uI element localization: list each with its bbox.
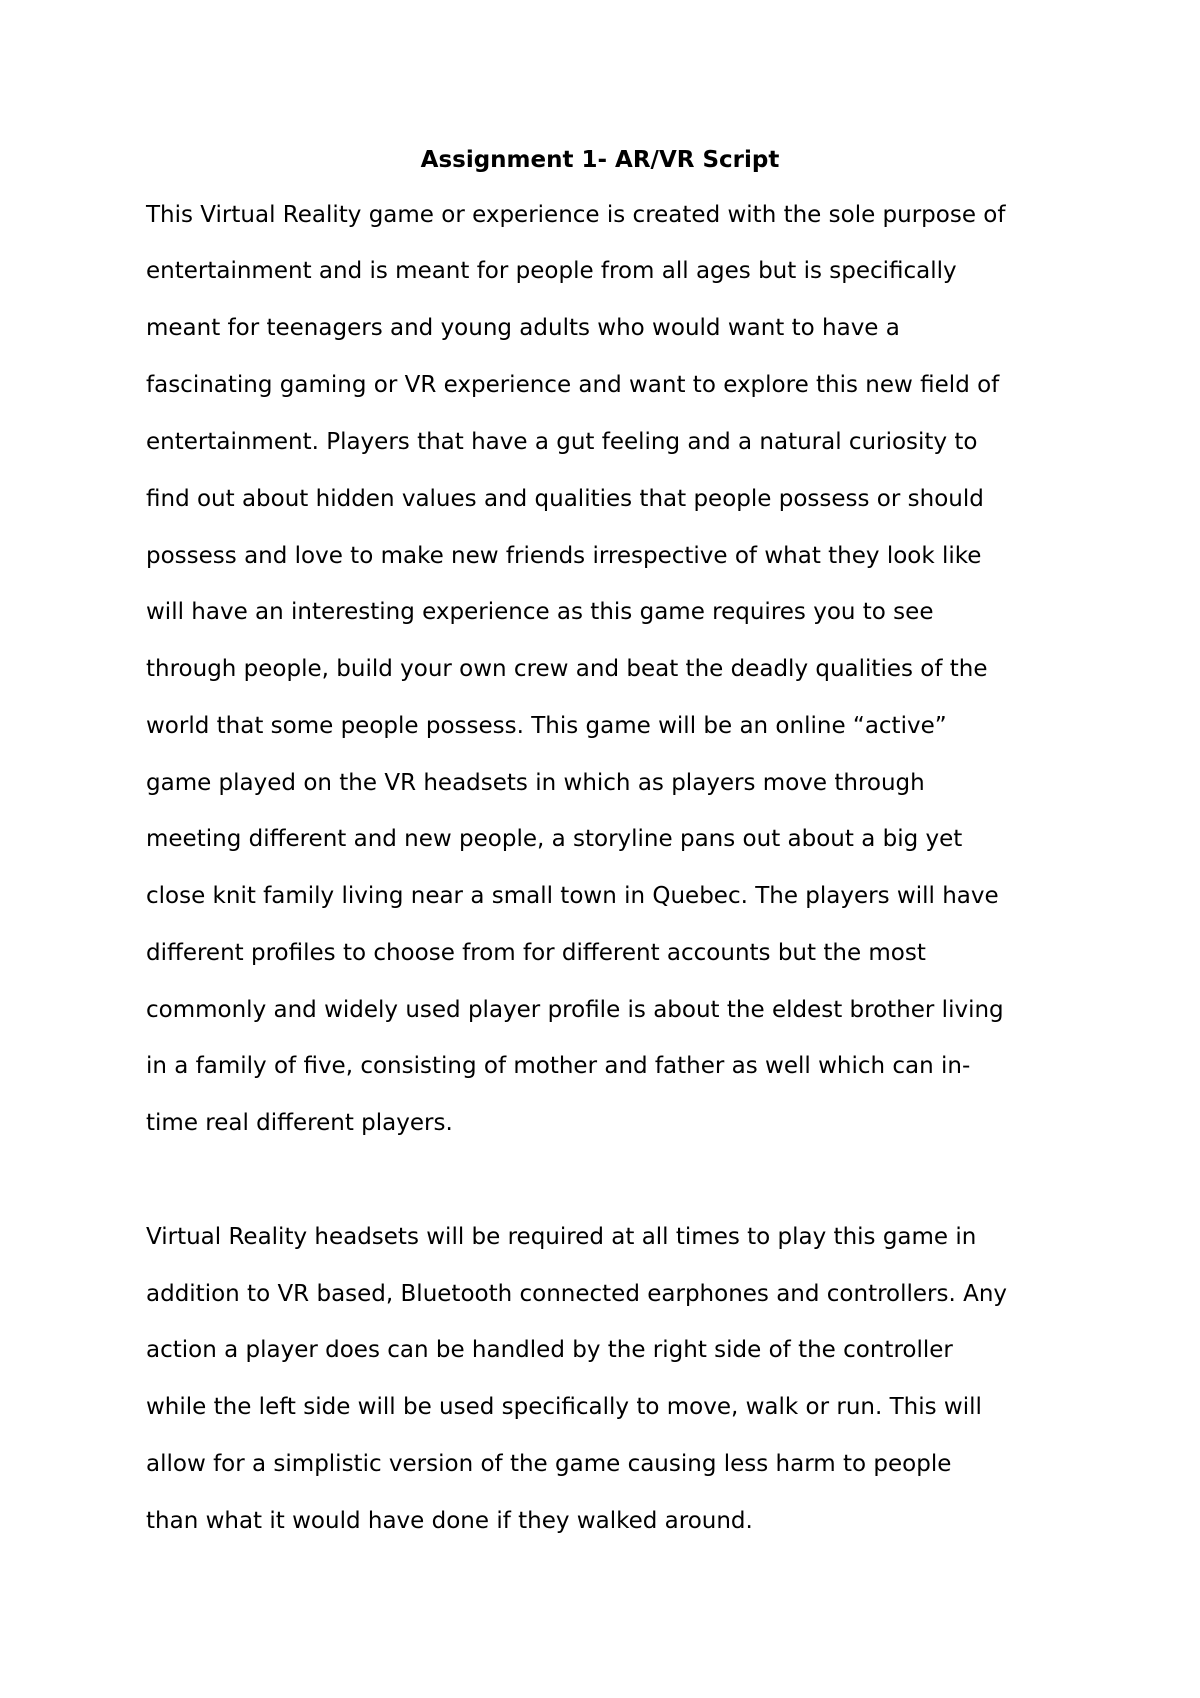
paragraph-line: possess and love to make new friends irrespective of what they look like [146, 543, 982, 569]
paragraph-line: action a player does can be handled by the right side of the controller [146, 1337, 953, 1363]
paragraph-line: world that some people possess. This game will be an online “active” [146, 713, 947, 739]
paragraph-line: find out about hidden values and qualities that people possess or should [146, 486, 984, 512]
paragraph-line: meant for teenagers and young adults who would want to have a [146, 315, 900, 341]
paragraph-line: entertainment and is meant for people from all ages but is specifically [146, 258, 957, 284]
paragraph-line: will have an interesting experience as this game requires you to see [146, 599, 934, 625]
paragraph-line: time real different players. [146, 1110, 453, 1136]
paragraph-line: different profiles to choose from for different accounts but the most [146, 940, 926, 966]
paragraph-line: This Virtual Reality game or experience is created with the sole purpose of [146, 202, 1006, 228]
paragraph-line: allow for a simplistic version of the game causing less harm to people [146, 1451, 952, 1477]
paragraph-line: fascinating gaming or VR experience and want to explore this new field of [146, 372, 1000, 398]
paragraph-line: meeting different and new people, a storyline pans out about a big yet [146, 826, 963, 852]
document-title: Assignment 1- AR/VR Script [420, 147, 780, 173]
paragraph-line: Virtual Reality headsets will be required at all times to play this game in [146, 1224, 977, 1250]
paragraph-line: while the left side will be used specifically to move, walk or run. This will [146, 1394, 982, 1420]
paragraph-line: through people, build your own crew and beat the deadly qualities of the [146, 656, 988, 682]
paragraph-line: game played on the VR headsets in which as players move through [146, 770, 925, 796]
paragraph-line: than what it would have done if they walked around. [146, 1508, 753, 1534]
paragraph-line: entertainment. Players that have a gut feeling and a natural curiosity to [146, 429, 978, 455]
paragraph-line: close knit family living near a small town in Quebec. The players will have [146, 883, 999, 909]
paragraph-line: commonly and widely used player profile is about the eldest brother living [146, 997, 1004, 1023]
paragraph-line: addition to VR based, Bluetooth connected earphones and controllers. Any [146, 1281, 1008, 1307]
paragraph-line: in a family of five, consisting of mother and father as well which can in- [146, 1053, 971, 1079]
